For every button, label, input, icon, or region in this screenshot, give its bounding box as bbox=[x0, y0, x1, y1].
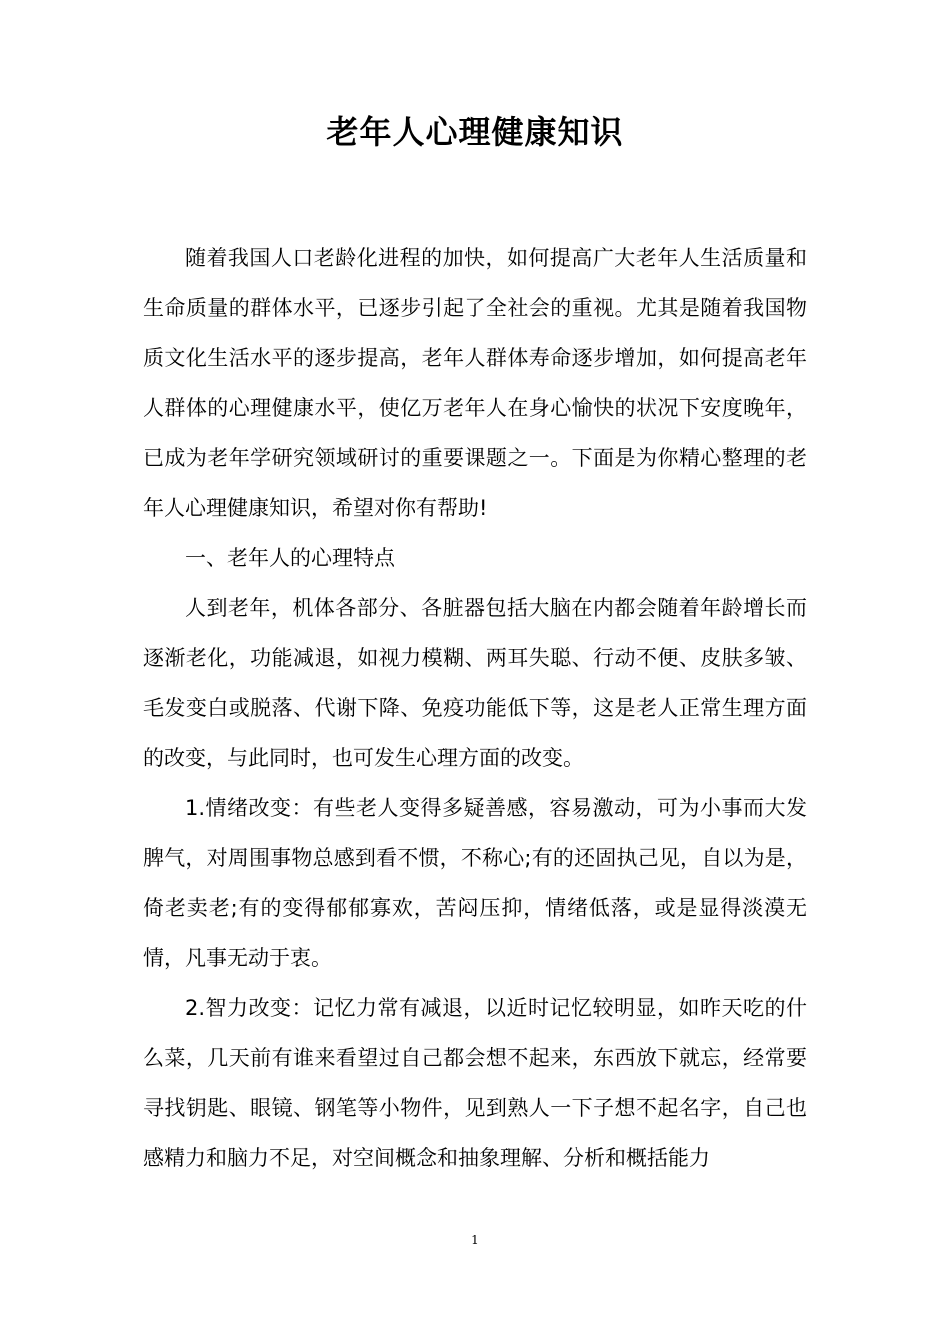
document-title: 老年人心理健康知识 bbox=[326, 113, 624, 151]
paragraph-intelligence-change: 2.智力改变：记忆力常有减退，以近时记忆较明显，如昨天吃的什么菜，几天前有谁来看望过自己都会想不起来，东西放下就忘，经常要寻找钥匙、眼镜、钢笔等小物件，见到熟人一下子想不起名字，自己也感精力和脑力不足，对空间概念和抽象理解、分析和概括能力 bbox=[143, 996, 807, 1170]
paragraph-emotion-change: 1.情绪改变：有些老人变得多疑善感，容易激动，可为小事而大发脾气，对周围事物总感到看不惯，不称心;有的还固执己见，自以为是，倚老卖老;有的变得郁郁寡欢，苦闷压抑，情绪低落，或是显得淡漠无情，凡事无动于衷。 bbox=[143, 796, 807, 970]
paragraph-overview: 人到老年，机体各部分、各脏器包括大脑在内都会随着年龄增长而逐渐老化，功能减退，如视力模糊、两耳失聪、行动不便、皮肤多皱、毛发变白或脱落、代谢下降、免疫功能低下等，这是老人正常生理方面的改变，与此同时，也可发生心理方面的改变。 bbox=[143, 596, 807, 770]
paragraph-intro: 随着我国人口老龄化进程的加快，如何提高广大老年人生活质量和生命质量的群体水平，已逐步引起了全社会的重视。尤其是随着我国物质文化生活水平的逐步提高，老年人群体寿命逐步增加，如何提高老年人群体的心理健康水平，使亿万老年人在身心愉快的状况下安度晚年，已成为老年学研究领域研讨的重要课题之一。下面是为你精心整理的老年人心理健康知识，希望对你有帮助! bbox=[143, 246, 807, 520]
document-body bbox=[143, 233, 807, 1183]
section-heading: 一、老年人的心理特点 bbox=[185, 546, 395, 570]
page-number: 1 bbox=[471, 1233, 479, 1247]
